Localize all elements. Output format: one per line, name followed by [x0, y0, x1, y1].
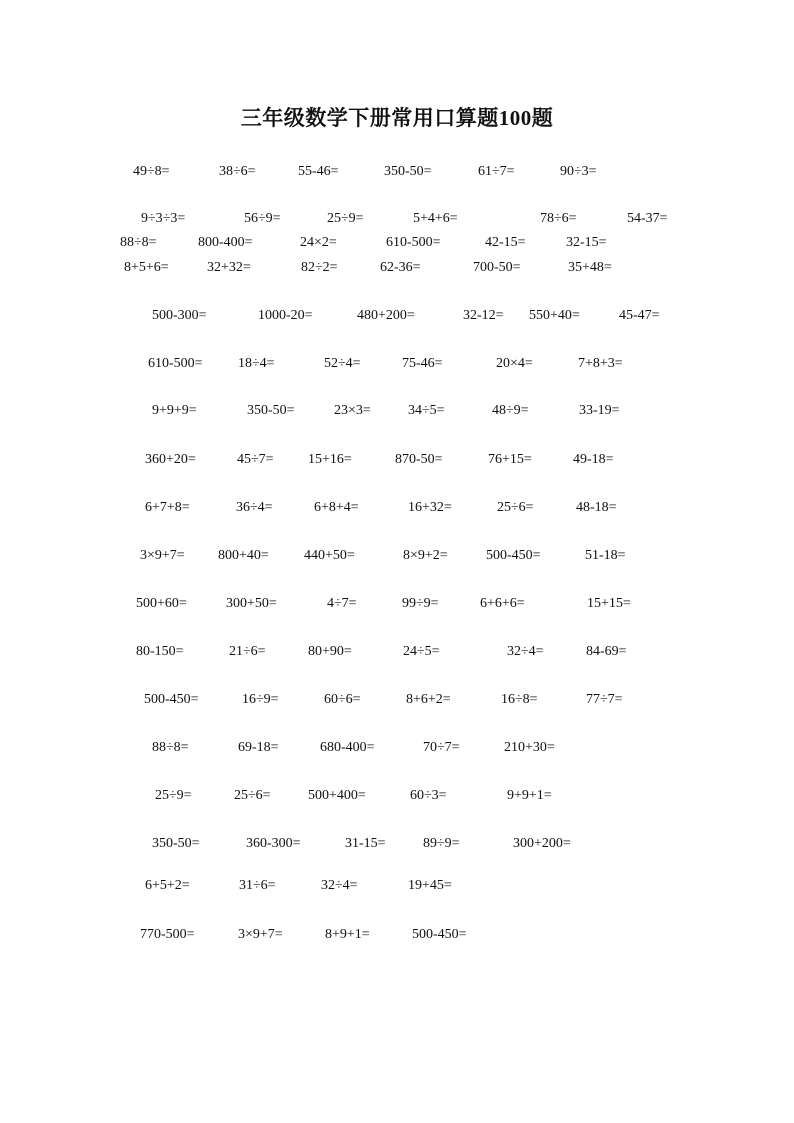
math-problem: 89÷9= [423, 836, 460, 851]
math-problem: 82÷2= [301, 260, 338, 275]
math-problem: 25÷6= [497, 500, 534, 515]
math-problem: 24×2= [300, 235, 337, 250]
math-problem: 32÷4= [507, 644, 544, 659]
math-problem: 15+16= [308, 452, 352, 467]
problem-row [0, 497, 794, 519]
math-problem: 76+15= [488, 452, 532, 467]
math-problem: 25÷6= [234, 788, 271, 803]
math-problem: 69-18= [238, 740, 279, 755]
math-problem: 7+8+3= [578, 356, 623, 371]
math-problem: 56÷9= [244, 211, 281, 226]
problem-row [0, 257, 794, 279]
math-problem: 88÷8= [152, 740, 189, 755]
problem-row [0, 400, 794, 422]
math-problem: 49-18= [573, 452, 614, 467]
math-problem: 78÷6= [540, 211, 577, 226]
math-problem: 51-18= [585, 548, 626, 563]
math-problem: 550+40= [529, 308, 580, 323]
math-problem: 31-15= [345, 836, 386, 851]
math-problem: 8+9+1= [325, 927, 370, 942]
page-title: 三年级数学下册常用口算题100题 [240, 106, 554, 130]
math-problem: 4÷7= [327, 596, 357, 611]
math-problem: 45÷7= [237, 452, 274, 467]
math-problem: 700-50= [473, 260, 521, 275]
math-problem: 36÷4= [236, 500, 273, 515]
math-problem: 440+50= [304, 548, 355, 563]
math-problem: 8+6+2= [406, 692, 451, 707]
math-problem: 16÷9= [242, 692, 279, 707]
math-problem: 500-450= [486, 548, 541, 563]
math-problem: 35+48= [568, 260, 612, 275]
math-problem: 19+45= [408, 878, 452, 893]
problem-row [0, 785, 794, 807]
math-problem: 32÷4= [321, 878, 358, 893]
math-problem: 6+7+8= [145, 500, 190, 515]
math-problem: 18÷4= [238, 356, 275, 371]
math-problem: 84-69= [586, 644, 627, 659]
math-problem: 350-50= [152, 836, 200, 851]
math-problem: 300+50= [226, 596, 277, 611]
math-problem: 20×4= [496, 356, 533, 371]
math-problem: 210+30= [504, 740, 555, 755]
math-problem: 99÷9= [402, 596, 439, 611]
problem-row [0, 161, 794, 183]
math-problem: 42-15= [485, 235, 526, 250]
problem-row [0, 232, 794, 254]
problem-row [0, 875, 794, 897]
math-problem: 9÷3÷3= [141, 211, 186, 226]
math-problem: 60÷6= [324, 692, 361, 707]
math-problem: 610-500= [148, 356, 203, 371]
math-problem: 770-500= [140, 927, 195, 942]
math-problem: 8×9+2= [403, 548, 448, 563]
math-problem: 8+5+6= [124, 260, 169, 275]
problem-row [0, 545, 794, 567]
problem-row [0, 737, 794, 759]
math-problem: 88÷8= [120, 235, 157, 250]
math-problem: 680-400= [320, 740, 375, 755]
math-problem: 16+32= [408, 500, 452, 515]
math-problem: 500+400= [308, 788, 366, 803]
math-problem: 32-12= [463, 308, 504, 323]
math-problem: 48-18= [576, 500, 617, 515]
math-problem: 38÷6= [219, 164, 256, 179]
math-problem: 6+5+2= [145, 878, 190, 893]
math-problem: 360-300= [246, 836, 301, 851]
math-problem: 15+15= [587, 596, 631, 611]
problem-row [0, 641, 794, 663]
math-problem: 49÷8= [133, 164, 170, 179]
math-problem: 25÷9= [327, 211, 364, 226]
math-problem: 6+6+6= [480, 596, 525, 611]
math-problem: 77÷7= [586, 692, 623, 707]
math-problem: 52÷4= [324, 356, 361, 371]
math-problem: 55-46= [298, 164, 339, 179]
math-problem: 350-50= [384, 164, 432, 179]
math-problem: 32-15= [566, 235, 607, 250]
problem-row [0, 305, 794, 327]
math-problem: 500+60= [136, 596, 187, 611]
math-problem: 870-50= [395, 452, 443, 467]
math-problem: 70÷7= [423, 740, 460, 755]
math-problem: 350-50= [247, 403, 295, 418]
math-problem: 500-450= [412, 927, 467, 942]
math-problem: 75-46= [402, 356, 443, 371]
math-problem: 300+200= [513, 836, 571, 851]
math-problem: 60÷3= [410, 788, 447, 803]
math-problem: 800-400= [198, 235, 253, 250]
math-problem: 24÷5= [403, 644, 440, 659]
math-problem: 25÷9= [155, 788, 192, 803]
math-problem: 23×3= [334, 403, 371, 418]
math-problem: 9+9+1= [507, 788, 552, 803]
problem-row [0, 208, 794, 230]
math-problem: 90÷3= [560, 164, 597, 179]
problem-row [0, 689, 794, 711]
math-problem: 3×9+7= [140, 548, 185, 563]
math-problem: 48÷9= [492, 403, 529, 418]
math-problem: 45-47= [619, 308, 660, 323]
math-problem: 500-450= [144, 692, 199, 707]
math-problem: 31÷6= [239, 878, 276, 893]
problem-row [0, 593, 794, 615]
math-problem: 61÷7= [478, 164, 515, 179]
math-problem: 5+4+6= [413, 211, 458, 226]
math-problem: 80-150= [136, 644, 184, 659]
math-problem: 3×9+7= [238, 927, 283, 942]
math-problem: 360+20= [145, 452, 196, 467]
problem-row [0, 924, 794, 946]
math-problem: 1000-20= [258, 308, 313, 323]
math-problem: 9+9+9= [152, 403, 197, 418]
math-problem: 34÷5= [408, 403, 445, 418]
math-problem: 80+90= [308, 644, 352, 659]
problem-row [0, 449, 794, 471]
math-problem: 16÷8= [501, 692, 538, 707]
math-problem: 62-36= [380, 260, 421, 275]
problem-row [0, 833, 794, 855]
math-problem: 6+8+4= [314, 500, 359, 515]
problem-row [0, 353, 794, 375]
math-problem: 800+40= [218, 548, 269, 563]
math-problem: 21÷6= [229, 644, 266, 659]
math-problem: 610-500= [386, 235, 441, 250]
math-problem: 54-37= [627, 211, 668, 226]
math-problem: 33-19= [579, 403, 620, 418]
math-problem: 32+32= [207, 260, 251, 275]
math-problem: 500-300= [152, 308, 207, 323]
math-problem: 480+200= [357, 308, 415, 323]
